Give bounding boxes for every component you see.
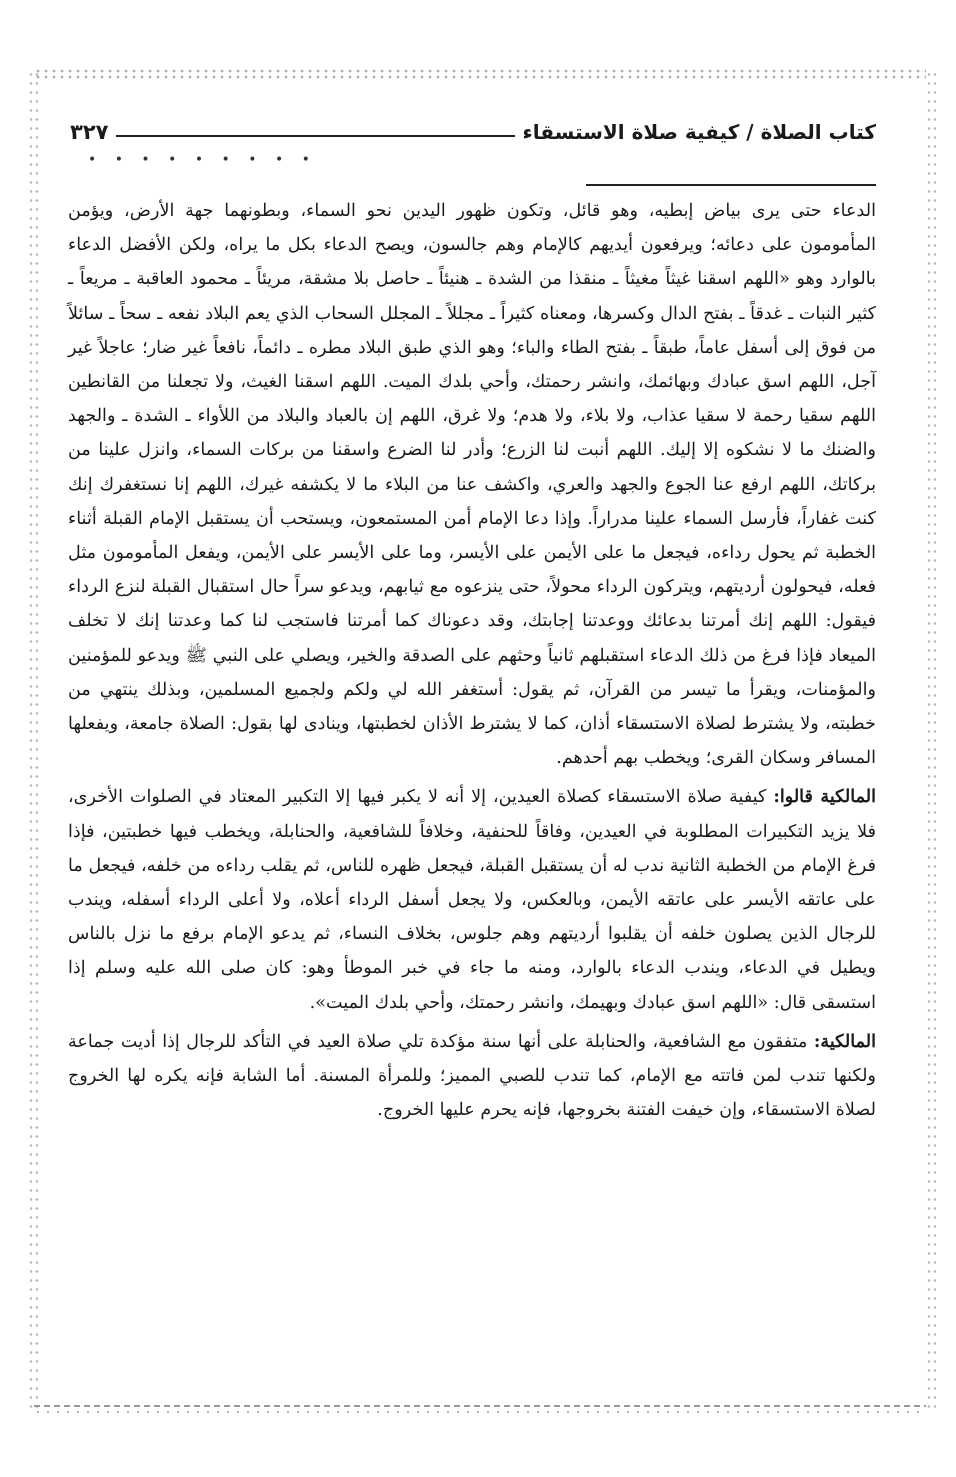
header-dots: • • • • • • • • • (88, 152, 317, 168)
decorative-border-left (28, 70, 38, 1410)
decorative-border-top (34, 68, 926, 80)
page-number: ٣٢٧ (70, 120, 109, 144)
paragraph-text: الدعاء حتى يرى بياض إبطيه، وهو قائل، وتكون ظهور اليدين نحو السماء، وبطونهما جهة الأرض، ويؤمن المأمومون على دعائه؛ ويرفعون أيديهم كالإمام وهم جالسون، ويصح الدعاء بكل ما يراه، ولكن الأفضل الدعاء بالوارد وهو «اللهم اسقنا غيثاً مغيثاً ـ منقذا من الشدة ـ هنيئاً ـ حاصل بلا مشقة، مريئاً ـ محمود العاقبة ـ مريعاً ـ كثير النبات ـ غدقاً ـ بفتح الدال وكسرها، ومعناه كثيراً ـ مجللاً ـ المجلل السحاب الذي يعم البلاد نفعه ـ سحاً ـ سائلاً من فوق إلى أسفل عاماً، طبقاً ـ بفتح الطاء والباء؛ وهو الذي طبق البلاد مطره ـ دائماً، نافعاً غير ضار؛ عاجلاً غير آجل، اللهم اسق عبادك وبهائمك، وانشر رحمتك، وأحي بلدك الميت. اللهم اسقنا الغيث، ولا تجعلنا من القانطين اللهم سقيا رحمة لا سقيا عذاب، ولا بلاء، ولا هدم؛ ولا غرق، اللهم إن بالعباد والبلاد من اللأواء ـ الشدة ـ والجهد والضنك ما لا نشكوه إلا إليك. اللهم أنبت لنا الزرع؛ وأدر لنا الضرع واسقنا من بركات السماء، وانزل علينا من بركاتك، اللهم ارفع عنا الجوع والجهد والعري، واكشف عنا من البلاء ما لا يكشفه غيرك، اللهم إنا نستغفرك إنك كنت غفاراً، فأرسل السماء علينا مدراراً. وإذا دعا الإمام أمن المستمعون، ويستحب أن يستقبل الإمام القبلة أثناء الخطبة ثم يحول رداءه، فيجعل ما على الأيمن على الأيسر، وما على الأيسر على الأيمن، ويفعل المأمومون مثل فعله، فيحولون أرديتهم، ويتركون الرداء محولاً، حتى ينزعوه مع ثيابهم، ويدعو سراً حال استقبال القبلة لنزع الرداء فيقول: اللهم إنك أمرتنا بدعائك ووعدتنا إجابتك، وقد دعوناك كما أمرتنا فاستجب لنا كما وعدتنا إنك لا تخلف الميعاد فإذا فرغ من ذلك الدعاء استقبلهم ثانياً وحثهم على الصدقة والخير، ويصلي على النبي ﷺ ويدعو للمؤمنين والمؤمنات، ويقرأ ما تيسر من القرآن، ثم يقول: أستغفر الله لي ولكم ولجميع المسلمين، وبذلك ينتهي من خطبته، ولا يشترط لصلاة الاستسقاء أذان، كما لا يشترط الأذان لخطبتها، وينادى لها بقول: الصلاة جامعة، ويفعلها المسافر وسكان القرى؛ ويخطب بهم أحدهم. (68, 201, 876, 769)
decorative-border-right (926, 70, 936, 1410)
paragraph-text: متفقون مع الشافعية، والحنابلة على أنها سنة مؤكدة تلي صلاة العيد في التأكد للرجال إذا أديت جماعة ولكنها تندب لمن فاتته مع الإمام، كما تندب للصبي المميز؛ وللمرأة المسنة. أما الشابة فإنه يكره لها الخروج لصلاة الاستسقاء، وإن خيفت الفتنة بخروجها، فإنه يحرم عليها الخروج. (68, 1031, 876, 1121)
decorative-border-bottom (34, 1402, 926, 1416)
running-header (70, 110, 876, 144)
paragraph-lead: المالكية: (813, 1030, 877, 1052)
paragraph-lead: المالكية قالوا: (773, 786, 876, 808)
paragraph-maliki-method (68, 780, 876, 1019)
paragraph-text: كيفية صلاة الاستسقاء كصلاة العيدين، إلا أنه لا يكبر فيها إلا التكبير المعتاد في الصلوات الأخرى، فلا يزيد التكبيرات المطلوبة في العيدين، وفاقاً للحنفية، وخلافاً للشافعية، والحنابلة، ويخطب فيها خطبتين، فإذا فرغ الإمام من الخطبة الثانية ندب له أن يستقبل القبلة، فيجعل ظهره للناس، ثم يقلب رداءه من خلفه، فيجعل ما على عاتقه الأيسر على عاتقه الأيمن، وبالعكس، ولا يجعل أسفل الرداء أعلاه، ولا أعلى الرداء أسفله، ويندب للرجال الذين يصلون خلفه أن يقلبوا أرديتهم وهم جلوس، بخلاف النساء، ثم يدعو الإمام برفع ما نزل بالناس ويطيل في الدعاء، ويندب الدعاء بالوارد، ومنه ما جاء في خبر الموطأ وهو: كان صلى الله عليه وسلم إذا استسقى قال: «اللهم اسق عبادك وبهيمك، وانشر رحمتك، وأحي بلدك الميت». (68, 787, 876, 1013)
paragraph-hanbali-continuation (68, 194, 876, 775)
page-body (68, 194, 876, 1127)
paragraph-maliki-ruling (68, 1025, 876, 1128)
section-divider (586, 184, 876, 186)
header-rule (116, 135, 514, 137)
header-title: كتاب الصلاة / كيفية صلاة الاستسقاء (522, 120, 876, 144)
